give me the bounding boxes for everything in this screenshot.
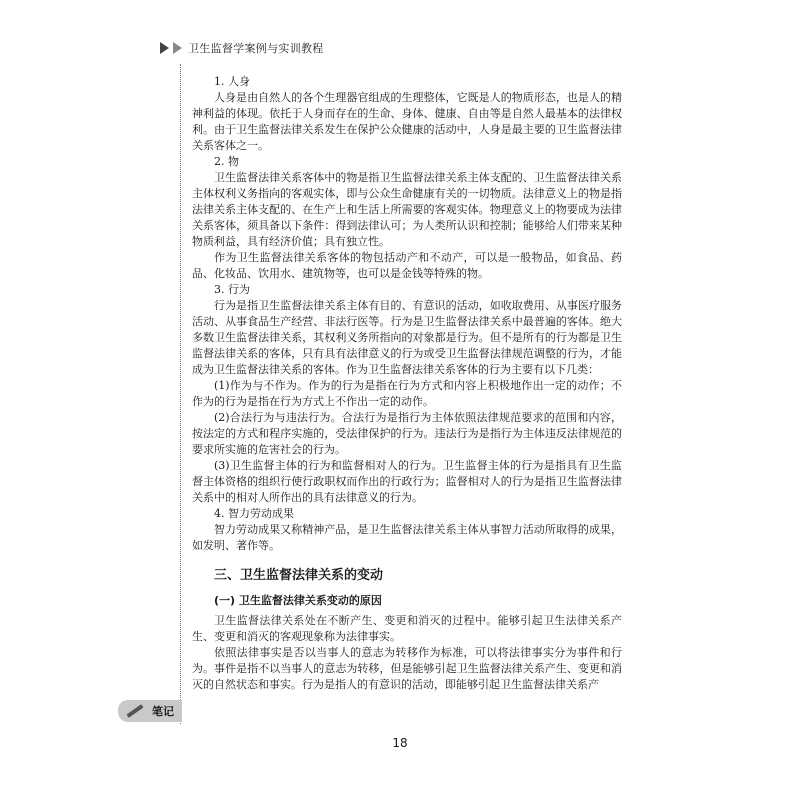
notes-label: 笔记: [152, 705, 174, 718]
paragraph: 智力劳动成果又称精神产品，是卫生监督法律关系主体从事智力活动所取得的成果，如发明、著作等。: [192, 523, 622, 552]
paragraph: 人身是由自然人的各个生理器官组成的生理整体，它既是人的物质形态，也是人的精神利益的体现。依托于人身而存在的生命、身体、健康、自由等是自然人最基本的法律权利。由于卫生监督法律关系发生在保护公众健康的活动中，人身是最主要的卫生监督法律关系客体之一。: [192, 91, 622, 152]
page-body: [192, 74, 622, 693]
section-title: 4. 智力劳动成果: [214, 507, 294, 520]
section-title: 1. 人身: [214, 75, 250, 88]
margin-divider: [180, 64, 181, 724]
paragraph: 行为是指卫生监督法律关系主体有目的、有意识的活动，如收取费用、从事医疗服务活动、从事食品生产经营、非法行医等。行为是卫生监督法律关系中最普遍的客体。绝大多数卫生监督法律关系，其权利义务所指向的对象都是行为。但不是所有的行为都是卫生监督法律关系的客体，只有具有法律意义的行为或受卫生监督法律规范调整的行为，才能成为卫生监督法律关系的客体。作为卫生监督法律关系客体的行为主要有以下几类：: [192, 299, 622, 376]
paragraph: 卫生监督法律关系处在不断产生、变更和消灭的过程中。能够引起卫生法律关系产生、变更和消灭的客观现象称为法律事实。: [192, 614, 622, 643]
arrow-icon: [173, 42, 182, 54]
list-item: (3)卫生监督主体的行为和监督相对人的行为。卫生监督主体的行为是指具有卫生监督主体资格的组织行使行政职权而作出的行政行为；监督相对人的行为是指卫生监督法律关系中的相对人所作出的具有法律意义的行为。: [192, 459, 622, 504]
list-item: (2)合法行为与违法行为。合法行为是指行为主体依照法律规范要求的范围和内容，按法定的方式和程序实施的，受法律保护的行为。违法行为是指行为主体违反法律规范的要求所实施的危害社会的行为。: [192, 411, 622, 456]
running-header: [160, 40, 324, 56]
notes-tab: [118, 700, 182, 722]
section-title: 3. 行为: [214, 283, 250, 296]
chapter-heading: 三、卫生监督法律关系的变动: [214, 568, 384, 583]
arrow-icon: [160, 42, 169, 54]
section-title: 2. 物: [214, 155, 239, 168]
page-number: 18: [392, 736, 408, 750]
paragraph: 作为卫生监督法律关系客体的物包括动产和不动产，可以是一般物品，如食品、药品、化妆品、饮用水、建筑物等，也可以是金钱等特殊的物。: [192, 251, 622, 280]
subsection-heading: (一) 卫生监督法律关系变动的原因: [214, 594, 382, 607]
list-item: (1)作为与不作为。作为的行为是指在行为方式和内容上积极地作出一定的动作；不作为的行为是指在行为方式上不作出一定的动作。: [192, 379, 622, 408]
paragraph: 依照法律事实是否以当事人的意志为转移作为标准，可以将法律事实分为事件和行为。事件是指不以当事人的意志为转移，但是能够引起卫生监督法律关系产生、变更和消灭的自然状态和事实。行为是指人的有意识的活动，即能够引起卫生监督法律关系产: [192, 646, 622, 691]
book-title: 卫生监督学案例与实训教程: [188, 42, 324, 55]
pencil-icon: [126, 704, 143, 718]
paragraph: 卫生监督法律关系客体中的物是指卫生监督法律关系主体支配的、卫生监督法律关系主体权利义务指向的客观实体，即与公众生命健康有关的一切物质。法律意义上的物是指法律关系主体支配的、在生产上和生活上所需要的客观实体。物理意义上的物要成为法律关系客体，须具备以下条件：得到法律认可；为人类所认识和控制；能够给人们带来某种物质利益，具有经济价值；具有独立性。: [192, 171, 622, 248]
